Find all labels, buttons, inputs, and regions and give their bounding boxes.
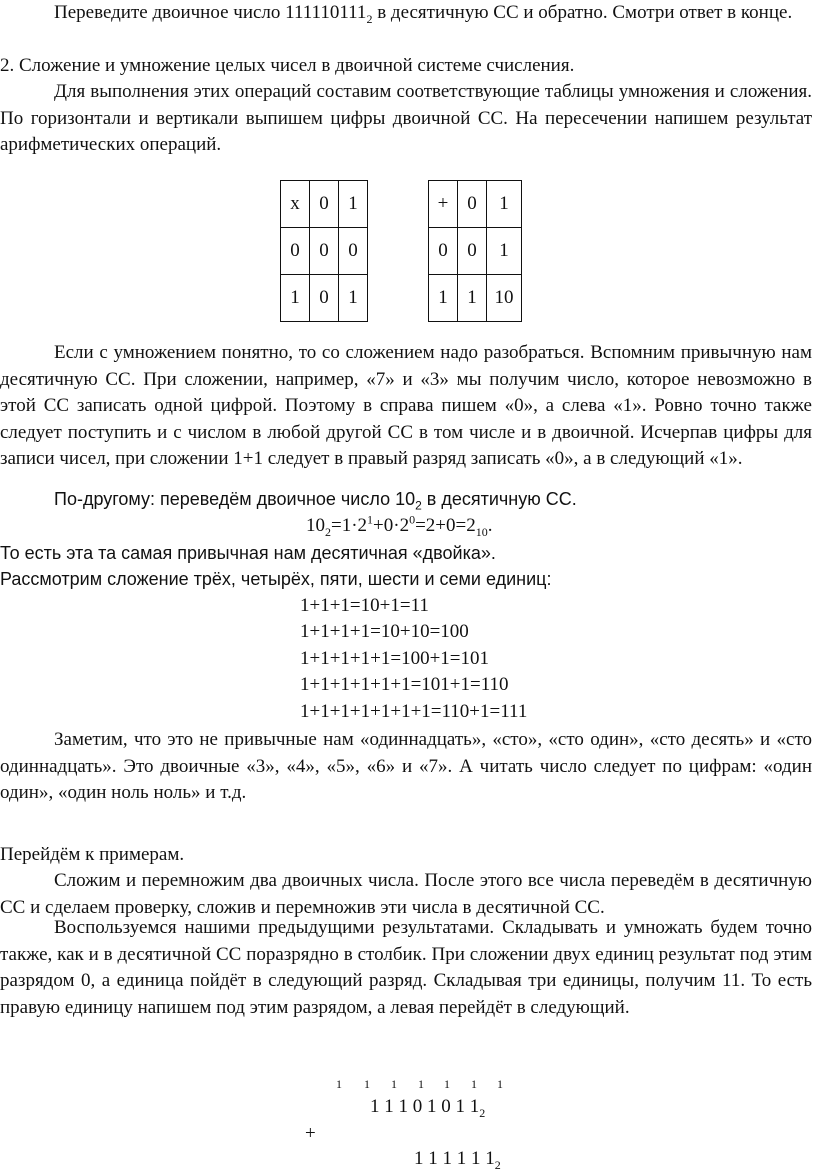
table-row [429, 228, 522, 275]
section-heading: 2. Сложение и умножение целых чисел в двоичной системе счисления. [0, 55, 575, 76]
formula-part: +0·2 [373, 515, 410, 536]
table-cell: 1 [458, 275, 487, 322]
addition-table [428, 180, 522, 322]
method-paragraph: Воспользуемся нашими предыдущими результатами. Складывать и умножать будем точно также, как и в десятичной СС поразрядно в столбик. При сложении двух единиц результат под этим разрядом 0, а единица пойдёт в следующий разряд. Складывая три единицы, получим 11. То есть правую единицу напишем под этим разрядом, а левая перейдёт в следующий. [0, 917, 812, 1018]
sum-line: 1+1+1+1+1+1=101+1=110 [300, 674, 509, 695]
first-addend [370, 1094, 485, 1120]
table-cell: 0 [458, 228, 487, 275]
formula-part: . [487, 515, 493, 536]
sums-intro-paragraph: Рассмотрим сложение трёх, четырёх, пяти, шести и семи единиц: [0, 569, 552, 589]
conversion-formula [306, 513, 493, 539]
table-cell: 0 [458, 181, 487, 228]
table-cell: 0 [281, 228, 310, 275]
formula-subscript: 2 [325, 524, 331, 539]
plus-sign: + [305, 1123, 316, 1144]
sum-line: 1+1+1=10+1=11 [300, 595, 429, 616]
table-cell: 1 [339, 275, 368, 322]
tables-intro-paragraph: Для выполнения этих операций составим соответствующие таблицы умножения и сложения. По горизонтали и вертикали выпишем цифры двоичной СС. На пересечении напишем результат арифметических операций. [0, 81, 812, 155]
carry-digit: 1 [497, 1077, 503, 1091]
table-cell: 1 [339, 181, 368, 228]
table-cell: 0 [429, 228, 458, 275]
formula-part: 10 [306, 515, 325, 536]
table-cell: 1 [487, 181, 522, 228]
addend-digits: 1 1 1 1 1 1 [414, 1148, 495, 1169]
examples-paragraph: Сложим и перемножим два двоичных числа. После этого все числа переведём в десятичную СС и сделаем проверку, сложив и перемножив эти числа в десятичной СС. [0, 870, 812, 918]
table-row [429, 275, 522, 322]
table-cell: 0 [310, 228, 339, 275]
base-subscript: 2 [479, 1105, 486, 1120]
table-cell: + [429, 181, 458, 228]
table-cell: 10 [487, 275, 522, 322]
conversion-text: По-другому: переведём двоичное число 10 [54, 489, 416, 509]
sum-line: 1+1+1+1+1=100+1=101 [300, 648, 490, 669]
base-subscript: 2 [494, 1157, 501, 1172]
conversion-paragraph [0, 486, 812, 513]
carry-digit: 1 [391, 1077, 397, 1091]
formula-superscript: 1 [367, 512, 374, 527]
carry-digit: 1 [418, 1077, 424, 1091]
twos-paragraph: То есть эта та самая привычная нам десятичная «двойка». [0, 543, 496, 563]
table-cell: 0 [310, 181, 339, 228]
carry-digit: 1 [471, 1077, 477, 1091]
table-cell: x [281, 181, 310, 228]
table-row [281, 181, 368, 228]
formula-part: =1·2 [331, 515, 368, 536]
table-row [281, 228, 368, 275]
multiplication-table [280, 180, 368, 322]
second-addend [414, 1146, 501, 1172]
task-text: Переведите двоичное число 111110111 [54, 2, 367, 23]
sum-line: 1+1+1+1=10+10=100 [300, 621, 469, 642]
table-cell: 0 [310, 275, 339, 322]
task-text-end: в десятичную СС и обратно. Смотри ответ в конце. [372, 2, 793, 23]
carry-digit: 1 [444, 1077, 450, 1091]
examples-heading: Перейдём к примерам. [0, 844, 185, 865]
carry-digit: 1 [364, 1077, 370, 1091]
conversion-text-end: в десятичную СС. [421, 489, 577, 509]
addend-digits: 1 1 1 0 1 0 1 1 [370, 1096, 480, 1117]
base-subscript: 2 [415, 498, 422, 513]
table-cell: 1 [281, 275, 310, 322]
table-row [429, 181, 522, 228]
table-cell: 1 [487, 228, 522, 275]
formula-part: =2+0=2 [415, 515, 476, 536]
addition-explanation-paragraph: Если с умножением понятно, то со сложением надо разобраться. Вспомним привычную нам десятичную СС. При сложении, например, «7» и «3» мы получим число, которое невозможно в этой СС записать одной цифрой. Поэтому в справа пишем «0», а слева «1». Ровно точно также следует поступить и с числом в любой другой СС в том числе и в двоичной. Исчерпав цифры для записи чисел, при сложении 1+1 следует в правый разряд записать «0», а в следующий «1». [0, 342, 812, 469]
task-paragraph [0, 0, 812, 27]
formula-superscript: 0 [409, 512, 416, 527]
notes-paragraph: Заметим, что это не привычные нам «одиннадцать», «сто», «сто один», «сто десять» и «сто одиннадцать». Это двоичные «3», «4», «5», «6» и «7». А читать число следует по цифрам: «один один», «один ноль ноль» и т.д. [0, 729, 812, 803]
table-cell: 1 [429, 275, 458, 322]
formula-subscript: 10 [475, 524, 488, 539]
table-cell: 0 [339, 228, 368, 275]
carry-digit: 1 [336, 1077, 342, 1091]
table-row [281, 275, 368, 322]
base-subscript: 2 [366, 11, 373, 26]
sum-line: 1+1+1+1+1+1+1=110+1=111 [300, 701, 528, 722]
